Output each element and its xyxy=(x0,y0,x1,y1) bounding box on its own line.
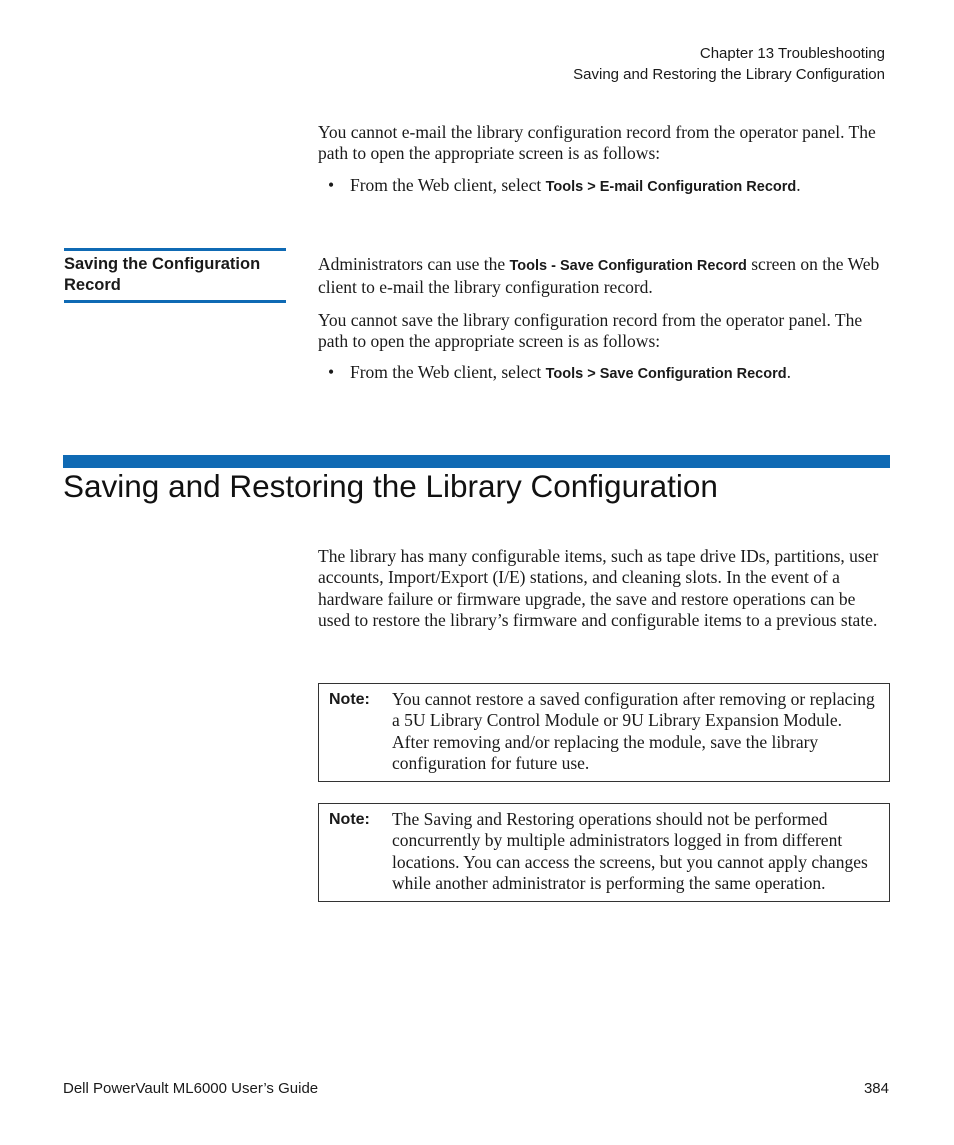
bullet-glyph: • xyxy=(328,362,335,383)
bullet-suffix: . xyxy=(796,174,801,195)
side-heading-box xyxy=(64,248,286,303)
note-text: You cannot restore a saved configuration after removing or replacing a 5U Library Control Module or 9U Library Expansion Module. After removing and/or replacing the module, save the library configuration for future use. xyxy=(392,689,875,773)
main-section-body xyxy=(318,546,890,631)
note-box xyxy=(318,803,890,902)
main-paragraph: The library has many configurable items, such as tape drive IDs, partitions, user accounts, Import/Export (I/E) stations, and cleaning slots. In the event of a hardware failure or firmware upgrade, the save and restore operations can be used to restore the library’s firmware and configurable items to a previous state. xyxy=(318,546,879,630)
note-label: Note: xyxy=(329,811,370,828)
page-number: 384 xyxy=(863,1080,889,1097)
note-text: The Saving and Restoring operations should not be performed concurrently by multiple administrators logged in from different locations. You can access the screens, but you cannot apply changes while another administrator is performing the same operation. xyxy=(392,809,868,893)
chapter-label: Chapter 13 Troubleshooting xyxy=(699,45,885,62)
ui-path: Tools > E-mail Configuration Record xyxy=(545,178,797,195)
text-run: screen on the Web client to e-mail the library configuration record. xyxy=(318,254,880,298)
note-label: Note: xyxy=(329,691,370,708)
ui-path: Tools > Save Configuration Record xyxy=(545,366,787,383)
intro-paragraph: You cannot e-mail the library configuration record from the operator panel. The path to open the appropriate screen is as follows: xyxy=(318,122,876,164)
save-section-body xyxy=(318,254,890,385)
save-bullet xyxy=(318,362,890,385)
section-title: Saving and Restoring the Library Configuration xyxy=(63,468,718,504)
save-paragraph-2: You cannot save the library configuration record from the operator panel. The path to open the appropriate screen is as follows: xyxy=(318,309,863,351)
bullet-suffix: . xyxy=(786,362,791,383)
ui-screen-name: Tools - Save Configuration Record xyxy=(509,258,747,274)
intro-bullet xyxy=(318,175,890,198)
note-box xyxy=(318,683,890,782)
text-run: Administrators can use the xyxy=(318,254,510,274)
section-label: Saving and Restoring the Library Configuration xyxy=(573,66,885,83)
running-header xyxy=(573,43,885,85)
side-heading: Saving the Configuration Record xyxy=(64,255,261,294)
bullet-glyph: • xyxy=(328,174,335,195)
bullet-prefix: From the Web client, select xyxy=(350,174,546,195)
save-paragraph-1 xyxy=(318,254,890,299)
intro-block xyxy=(318,122,890,198)
bullet-prefix: From the Web client, select xyxy=(350,362,546,383)
footer-guide-title: Dell PowerVault ML6000 User’s Guide xyxy=(63,1080,319,1097)
